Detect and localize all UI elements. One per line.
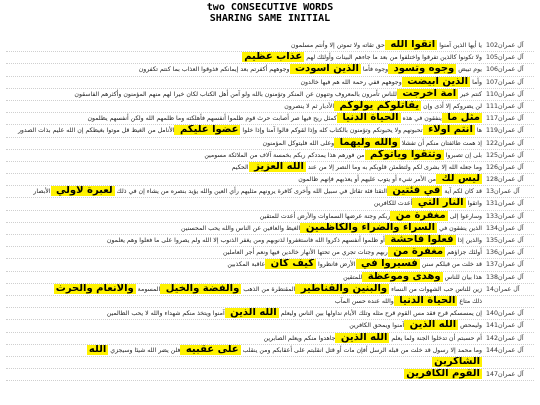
verse-segment: جاهدوا منكم ويعلم الصابرين (263, 334, 336, 342)
verse-reference: آل عمران106 (486, 66, 524, 74)
highlighted-word-pair: وجوه وتسود (390, 64, 455, 75)
highlighted-word-pair: مغفرة من (389, 247, 444, 258)
verse-row (6, 320, 534, 332)
verse-segment: ربكم وجنة عرضها السماوات والأرض أعدت للمتقين (259, 212, 391, 220)
highlighted-word-pair: القوم الكافرين (406, 369, 480, 380)
verse-text (6, 64, 482, 75)
verse-row (6, 174, 534, 186)
verse-text (6, 101, 482, 112)
verse-reference: آل عمران117 (486, 115, 524, 123)
verse-reference: آل عمران122 (486, 139, 524, 147)
highlighted-word-pair: والأنعام والحرث (55, 283, 134, 294)
verse-text (6, 138, 482, 149)
verse-text (6, 247, 482, 258)
verse-segment: ها (474, 127, 482, 135)
verse-reference: آل عمران147 (486, 371, 524, 379)
verse-text (6, 320, 482, 331)
verse-segment: عاقبة المكذبين (227, 261, 266, 269)
verse-segment: الأدبار ثم لا ينصرون (284, 102, 335, 110)
verse-segment: آمنوا ويتخذ منكم شهداء والله لا يحب الظالمين (106, 310, 225, 318)
verse-segment: إن يمسسكم قرح فقد مس القوم قرح مثله وتلك الأيام نداولها بين الناس وليعلم (278, 310, 482, 318)
highlighted-word-pair: عضوا عليكم (176, 125, 239, 136)
verse-text (6, 296, 482, 307)
highlighted-word-pair: النار التي (414, 198, 464, 209)
highlighted-word-pair: الذين اسودت (291, 64, 359, 75)
verse-reference: آل عمران137 (486, 261, 524, 269)
verse-text (6, 284, 482, 295)
highlighted-word-pair: السراء والضراء والكاظمين (302, 222, 436, 233)
verse-segment: للمتقين (343, 273, 363, 281)
verse-reference: آل عمران119 (486, 127, 524, 135)
verse-row (6, 345, 534, 357)
verse-reference: آل عمران107 (486, 78, 524, 86)
verse-row (6, 198, 534, 210)
highlighted-word-pair: والفضة والخيل (162, 283, 240, 294)
highlighted-word-pair: وتتقوا ويأتوكم (366, 149, 442, 160)
verse-text (6, 345, 482, 356)
verse-text (6, 150, 482, 161)
highlighted-word-pair: الله الذين (337, 332, 388, 343)
verse-text (6, 259, 482, 270)
verse-row (6, 333, 534, 345)
highlighted-word-pair: والبنين والقناطير (297, 283, 388, 294)
verse-reference: آل عمران136 (486, 249, 524, 257)
title-line-2: SHARING SAME INITIAL (209, 13, 331, 24)
verse-row (6, 259, 534, 271)
highlighted-word-pair: مثل ما (443, 113, 480, 124)
verse-row (6, 284, 534, 296)
highlighted-word-pair: والله وليهما (336, 137, 398, 148)
verse-segment: وما محمد إلا رسول قد خلت من قبله الرسل أفإن مات أو قتل انقلبتم على أعقابكم ومن ينقلب (240, 346, 482, 354)
verse-segment: ربهم وجنات تجري من تحتها الأنهار خالدين فيها ونعم أجر العاملين (222, 249, 388, 257)
verse-segment: يا أيها الذين آمنوا (437, 42, 482, 49)
verse-text (6, 40, 482, 51)
verse-text (6, 369, 482, 380)
verse-row (6, 211, 534, 223)
verse-text (6, 308, 482, 319)
verse-segment: ذلك متاع (457, 297, 482, 305)
verse-reference: آل عمران126 (486, 163, 524, 171)
verse-text (6, 198, 482, 209)
verse-segment: ينفقون في هذه (400, 115, 442, 123)
verse-text (6, 162, 482, 173)
highlighted-word-pair: فعلوا فاحشة (386, 235, 454, 245)
verse-segment: الأبصار (33, 188, 51, 196)
verse-row (6, 272, 534, 284)
verse-segment: من الأمر شيء أو يتوب عليهم أو يعذبهم فإنهم ظالمون (298, 176, 436, 184)
verse-row (6, 52, 534, 64)
verse-text (6, 113, 482, 124)
verse-segment: الأنامل من الغيظ قل موتوا بغيظكم إن الله عليم بذات الصدور (17, 127, 175, 135)
verse-segment: وأما (470, 78, 482, 86)
verse-segment: واتقوا (465, 200, 482, 208)
verse-row (6, 77, 534, 89)
verse-reference: آل عمران144 (486, 346, 524, 354)
verse-reference: آل عمران138 (486, 273, 524, 281)
highlighted-word-pair: وهدى وموعظة (364, 271, 441, 282)
highlighted-word-pair: أمة أخرجت (398, 88, 457, 99)
verse-segment: يوم تبيض (456, 66, 482, 74)
verse-reference: آل عمران133 (486, 212, 524, 220)
verse-segment: للناس تأمرون بالمعروف وتنهون عن المنكر وتؤمنون بالله ولو آمن أهل الكتاب لكان خيرا لهم منهم المؤمنون وأكثرهم الفاسقون (74, 90, 397, 98)
verse-row (6, 223, 534, 235)
highlighted-word-pair: كيف كان (267, 259, 315, 270)
highlighted-word-pair: ليس لك (437, 174, 480, 185)
verse-reference: آل عمران141 (486, 322, 524, 330)
verse-segment: المقنطرة من الذهب (241, 285, 296, 293)
verse-text (6, 272, 482, 283)
verse-segment: من فورهم هذا يمددكم ربكم بخمسة آلاف من الملائكة مسومين (204, 151, 365, 159)
verse-segment: وعلى الله فليتوكل المؤمنون (262, 139, 335, 147)
verse-segment: أولئك جزاؤهم (445, 249, 482, 257)
verse-segment: هذا بيان للناس (442, 273, 482, 281)
verse-text (6, 357, 482, 368)
highlighted-word-pair: الذين ابيضت (403, 76, 469, 87)
verse-segment: قد خلت من قبلكم سنن (419, 261, 482, 269)
verse-text (6, 235, 482, 246)
verse-segment: حق تقاته ولا تموتن إلا وأنتم مسلمون (290, 42, 385, 49)
verse-segment: أعدت للكافرين (373, 200, 413, 208)
verse-segment: الحكيم (231, 163, 249, 171)
verse-segment: آمنوا ويمحق الكافرين (349, 322, 405, 330)
verse-text (6, 174, 482, 185)
verse-segment: أم حسبتم أن تدخلوا الجنة ولما يعلم (389, 334, 482, 342)
verse-row (6, 247, 534, 259)
verse-segment: والذين إذا (455, 237, 482, 244)
verse-row (6, 40, 534, 52)
verse-text (6, 52, 482, 63)
verse-reference: آل عمران125 (486, 151, 524, 159)
verse-text (6, 77, 482, 88)
verse-row (6, 125, 534, 137)
verse-segment: إذ همت طائفتان منكم أن تفشلا (399, 139, 482, 147)
highlighted-word-pair: في فئتين (388, 186, 441, 197)
highlighted-word-pair: اتقوا الله (386, 40, 436, 50)
verse-reference: آل عمران110 (486, 90, 524, 98)
verse-row (6, 150, 534, 162)
verse-segment: الغيظ والعافين عن الناس والله يحب المحسنين (181, 224, 301, 232)
verse-row (6, 308, 534, 320)
highlighted-word-pair: يقاتلوكم يولوكم (336, 100, 420, 111)
verse-text (6, 211, 482, 222)
verse-row (6, 369, 534, 381)
verse-reference: آل عمران140 (486, 310, 524, 318)
verse-reference: آل عمران128 (486, 176, 524, 184)
page-title (0, 2, 540, 24)
verse-text (6, 223, 482, 234)
verse-reference: آل عمران135 (486, 237, 524, 244)
verse-row (6, 162, 534, 174)
verse-reference: آل عمران111 (486, 102, 524, 110)
verse-segment: تحبونهم ولا يحبونكم وتؤمنون بالكتاب كله وإذا لقوكم قالوا آمنا وإذا خلوا (240, 127, 423, 135)
verse-row (6, 357, 534, 369)
verse-row (6, 186, 534, 198)
verse-row (6, 101, 534, 113)
verse-segment: كمثل ريح فيها صر أصابت حرث قوم ظلموا أنفسهم فأهلكته وما ظلمهم الله ولكن أنفسهم يظلمون (87, 115, 337, 123)
highlighted-word-pair: على عقبيه (182, 344, 239, 355)
verse-segment: زين للناس حب الشهوات من النساء (389, 285, 482, 293)
highlighted-word-pair: الحياة الدنيا (395, 295, 456, 306)
verse-list (6, 40, 534, 381)
highlighted-word-pair: فسيروا في (357, 259, 418, 270)
highlighted-word-pair: الله الذين (226, 308, 277, 319)
title-line-1: two CONSECUTIVE WORDS (206, 2, 334, 13)
verse-row (6, 235, 534, 247)
verse-segment: الأرض فانظروا (316, 261, 356, 269)
verse-segment: فلن يضر الله شيئا وسيجزي (108, 346, 181, 354)
verse-segment: وسارعوا إلى (447, 212, 482, 220)
highlighted-word-pair: الله العزيز (250, 161, 304, 172)
verse-segment: التقتا فئة تقاتل في سبيل الله وأخرى كافرة يرونهم مثليهم رأي العين والله يؤيد بنصره من يشاء إن في ذلك (114, 188, 387, 196)
verse-reference: آل عمران14 (486, 285, 520, 293)
highlighted-word-pair: الحياة الدنيا (338, 113, 399, 124)
verse-reference: آل عمران105 (486, 54, 524, 62)
verse-segment: وليمحص (458, 322, 482, 330)
highlighted-word-pair: أنتم أولاء (424, 125, 473, 136)
verse-segment: وجوههم أكفرتم بعد إيمانكم فذوقوا العذاب بما كنتم تكفرون (138, 66, 290, 74)
verse-segment: كنتم خير (458, 90, 482, 98)
highlighted-word-pair: لعبرة لأولي (52, 186, 113, 197)
verse-segment: المسومة (135, 285, 161, 293)
verse-segment: أو ظلموا أنفسهم ذكروا الله فاستغفروا لذنوبهم ومن يغفر الذنوب إلا الله ولم يصروا على ما فعلوا وهم يعلمون (106, 237, 385, 244)
verse-text (6, 89, 482, 100)
highlighted-word-pair: مغفرة من (392, 210, 446, 221)
verse-segment: الذين ينفقون في (437, 224, 482, 232)
highlighted-word-pair: الشاكرين (434, 356, 480, 367)
verse-reference: آل عمران131 (486, 200, 524, 208)
verse-text (6, 125, 482, 136)
highlighted-word-pair: الله (88, 344, 107, 355)
verse-reference: آل عمران134 (486, 224, 524, 232)
verse-row (6, 296, 534, 308)
highlighted-word-pair: عذاب عظيم (244, 52, 303, 63)
verse-segment: وجوههم ففي رحمة الله هم فيها خالدون (300, 78, 402, 86)
verse-text (6, 186, 482, 197)
verse-reference: آل عمران142 (486, 334, 524, 342)
verse-segment: لن يضروكم إلا أذى وإن (421, 102, 482, 110)
verse-segment: بلى إن تصبروا (443, 151, 482, 159)
verse-segment: قد كان لكم آية (442, 188, 482, 196)
verse-reference: آل عمران13 (486, 188, 520, 196)
highlighted-word-pair: الله الذين (406, 320, 457, 331)
verse-segment: ولا تكونوا كالذين تفرقوا واختلفوا من بعد ما جاءهم البينات وأولئك لهم (304, 54, 482, 62)
verse-segment: والله عنده حسن المآب (334, 297, 394, 305)
verse-text (6, 333, 482, 344)
verse-reference: آل عمران102 (486, 42, 524, 49)
verse-row (6, 64, 534, 76)
verse-row (6, 89, 534, 101)
verse-segment: وجوه فأما (360, 66, 389, 74)
verse-row (6, 113, 534, 125)
verse-segment: وما جعله الله إلا بشرى لكم ولتطمئن قلوبكم به وما النصر إلا من عند (305, 163, 482, 171)
verse-row (6, 138, 534, 150)
